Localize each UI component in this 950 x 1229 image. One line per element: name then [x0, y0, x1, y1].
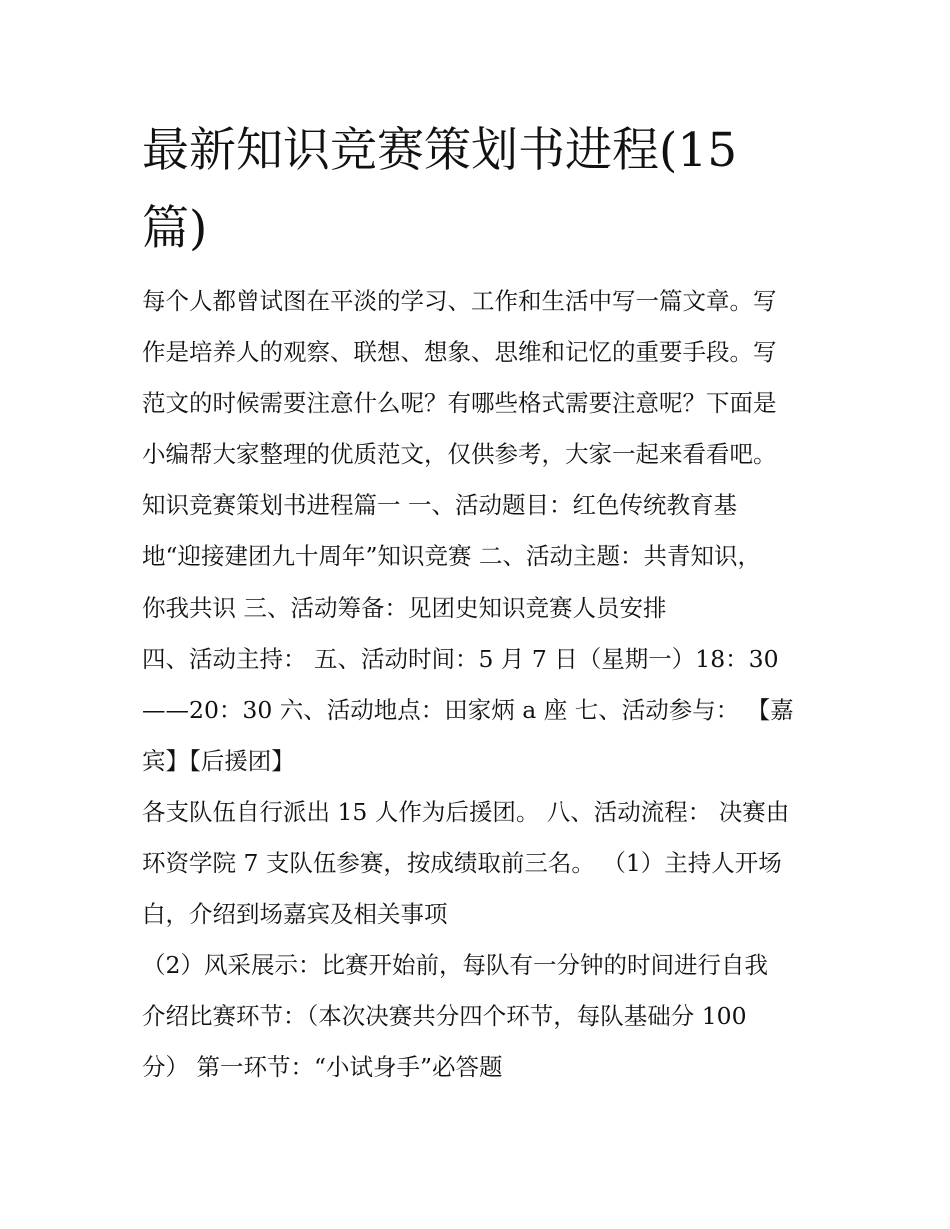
body-line: ——20：30 六、活动地点：田家炳 a 座 七、活动参与： 【嘉 [142, 695, 794, 724]
body-line: 四、活动主持： 五、活动时间：5 月 7 日（星期一）18：30 [142, 644, 779, 673]
title-line-2: 篇) [142, 201, 208, 256]
body-line: 知识竞赛策划书进程篇一 一、活动题目：红色传统教育基 [142, 491, 737, 520]
body-line: （2）风采展示：比赛开始前，每队有一分钟的时间进行自我 [142, 951, 768, 980]
body-line: 宾】【后援团】 [142, 746, 295, 775]
body-line: 每个人都曾试图在平淡的学习、工作和生活中写一篇文章。写 [142, 287, 777, 315]
document-title [142, 112, 822, 268]
body-line: 介绍比赛环节：（本次决赛共分四个环节，每队基础分 100 [142, 1002, 747, 1031]
body-line: 白，介绍到场嘉宾及相关事项 [142, 900, 448, 929]
title-line-1: 最新知识竞赛策划书进程(15 [142, 123, 738, 178]
document-body [142, 276, 822, 1094]
body-line: 环资学院 7 支队伍参赛，按成绩取前三名。 （1）主持人开场 [142, 849, 782, 878]
body-line: 你我共识 三、活动筹备：见团史知识竞赛人员安排 [142, 593, 667, 622]
body-line: 范文的时候需要注意什么呢？有哪些格式需要注意呢？下面是 [142, 389, 777, 418]
body-line: 各支队伍自行派出 15 人作为后援团。 八、活动流程： 决赛由 [142, 797, 790, 826]
body-line: 地“迎接建团九十周年”知识竞赛 二、活动主题：共青知识， [142, 542, 761, 571]
body-line: 作是培养人的观察、联想、想象、思维和记忆的重要手段。写 [142, 338, 777, 367]
body-line: 分） 第一环节：“小试身手”必答题 [142, 1053, 503, 1082]
body-line: 小编帮大家整理的优质范文，仅供参考，大家一起来看看吧。 [142, 440, 777, 469]
